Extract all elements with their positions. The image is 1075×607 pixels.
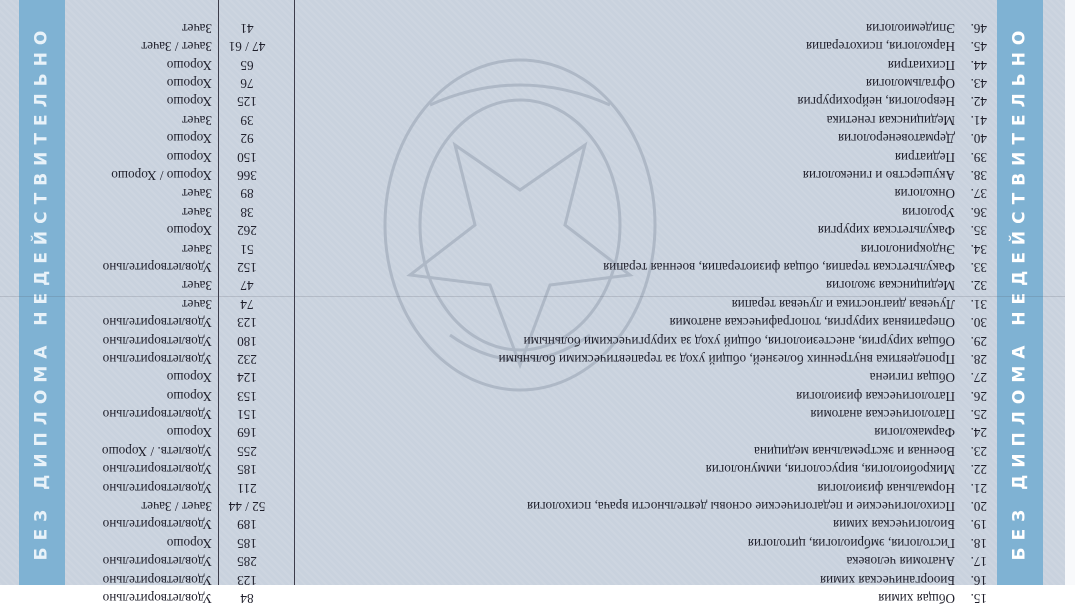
grade-row bbox=[77, 441, 987, 459]
subject-name: Пропедевтика внутренних болезней, общий уход за терапевтическими больными bbox=[355, 350, 955, 368]
grade-value: Хорошо bbox=[77, 92, 212, 110]
subject-name: Патологическая анатомия bbox=[355, 405, 955, 423]
grade-value: Зачет bbox=[77, 294, 212, 312]
grade-row bbox=[77, 110, 987, 128]
grade-row bbox=[77, 423, 987, 441]
hours-value: 152 bbox=[217, 258, 277, 276]
subject-name: Биологическая химия bbox=[355, 515, 955, 533]
grade-value: Зачет bbox=[77, 239, 212, 257]
subject-name: Гистология, эмбриология, цитология bbox=[355, 533, 955, 551]
grade-value: Хорошо bbox=[77, 221, 212, 239]
grade-row bbox=[77, 19, 987, 37]
hours-value: 76 bbox=[217, 74, 277, 92]
grade-row bbox=[77, 258, 987, 276]
hours-value: 47 bbox=[217, 276, 277, 294]
subject-name: Биоорганическая химия bbox=[355, 570, 955, 588]
row-number: 40. bbox=[957, 129, 987, 147]
subject-name: Военная и экстремальная медицина bbox=[355, 441, 955, 459]
subject-name: Микробиология, вирусология, иммунология bbox=[355, 460, 955, 478]
row-number: 32. bbox=[957, 276, 987, 294]
grade-value: Хорошо bbox=[77, 55, 212, 73]
grade-value: Удовлетворительно bbox=[77, 405, 212, 423]
subject-name: Дерматовенерология bbox=[355, 129, 955, 147]
hours-value: 38 bbox=[217, 202, 277, 220]
subject-name: Психологические и педагогические основы деятельности врача, психология bbox=[355, 497, 955, 515]
subject-name: Анатомия человека bbox=[355, 552, 955, 570]
subject-name: Фармакология bbox=[355, 423, 955, 441]
hours-value: 262 bbox=[217, 221, 277, 239]
grade-value: Удовлетворительно bbox=[77, 589, 212, 607]
grade-row bbox=[77, 166, 987, 184]
hours-value: 150 bbox=[217, 147, 277, 165]
grade-value: Удовлетворительно bbox=[77, 460, 212, 478]
subject-name: Оперативная хирургия, топографическая анатомия bbox=[355, 313, 955, 331]
grade-row bbox=[77, 184, 987, 202]
row-number: 27. bbox=[957, 368, 987, 386]
grade-row bbox=[77, 478, 987, 496]
hours-value: 185 bbox=[217, 460, 277, 478]
row-number: 43. bbox=[957, 74, 987, 92]
grade-value: Хорошо bbox=[77, 74, 212, 92]
row-number: 24. bbox=[957, 423, 987, 441]
row-number: 20. bbox=[957, 497, 987, 515]
subject-name: Факультетская хирургия bbox=[355, 221, 955, 239]
grade-value: Удовлетворительно bbox=[77, 258, 212, 276]
grade-row bbox=[77, 37, 987, 55]
hours-value: 39 bbox=[217, 110, 277, 128]
grade-value: Хорошо bbox=[77, 423, 212, 441]
row-number: 35. bbox=[957, 221, 987, 239]
grade-value: Зачет bbox=[77, 202, 212, 220]
grade-row bbox=[77, 239, 987, 257]
grade-row bbox=[77, 386, 987, 404]
row-number: 42. bbox=[957, 92, 987, 110]
row-number: 41. bbox=[957, 110, 987, 128]
subject-name: Урология bbox=[355, 202, 955, 220]
hours-value: 366 bbox=[217, 166, 277, 184]
row-number: 31. bbox=[957, 294, 987, 312]
grade-row bbox=[77, 313, 987, 331]
row-number: 26. bbox=[957, 386, 987, 404]
grade-value: Зачет bbox=[77, 184, 212, 202]
row-number: 22. bbox=[957, 460, 987, 478]
subject-name: Эндокринология bbox=[355, 239, 955, 257]
row-number: 18. bbox=[957, 533, 987, 551]
hours-value: 92 bbox=[217, 129, 277, 147]
hours-value: 180 bbox=[217, 331, 277, 349]
grade-value: Удовлетворительно bbox=[77, 313, 212, 331]
grade-row bbox=[77, 350, 987, 368]
row-number: 19. bbox=[957, 515, 987, 533]
subject-name: Общая химия bbox=[355, 589, 955, 607]
row-number: 36. bbox=[957, 202, 987, 220]
subject-name: Лучевая диагностика и лучевая терапия bbox=[355, 294, 955, 312]
hours-value: 124 bbox=[217, 368, 277, 386]
hours-value: 65 bbox=[217, 55, 277, 73]
grade-row bbox=[77, 92, 987, 110]
row-number: 33. bbox=[957, 258, 987, 276]
grade-row bbox=[77, 533, 987, 551]
grade-row bbox=[77, 147, 987, 165]
grade-value: Зачет / Зачет bbox=[77, 37, 212, 55]
grade-row bbox=[77, 202, 987, 220]
grade-value: Удовлетворительно bbox=[77, 515, 212, 533]
subject-name: Нормальная физиология bbox=[355, 478, 955, 496]
grade-value: Хорошо bbox=[77, 129, 212, 147]
hours-value: 185 bbox=[217, 533, 277, 551]
hours-value: 285 bbox=[217, 552, 277, 570]
subject-name: Эпидемиология bbox=[355, 18, 955, 36]
subject-name: Патологическая физиология bbox=[355, 386, 955, 404]
grade-row bbox=[77, 129, 987, 147]
subject-name: Наркология, психотерапия bbox=[355, 37, 955, 55]
hours-value: 211 bbox=[217, 478, 277, 496]
row-number: 16. bbox=[957, 570, 987, 588]
row-number: 46. bbox=[957, 18, 987, 36]
grade-value: Удовлетв. / Хорошо bbox=[77, 441, 212, 459]
hours-value: 153 bbox=[217, 386, 277, 404]
grade-value: Удовлетворительно bbox=[77, 478, 212, 496]
grade-value: Хорошо bbox=[77, 533, 212, 551]
subject-name: Акушерство и гинекология bbox=[355, 166, 955, 184]
row-number: 45. bbox=[957, 37, 987, 55]
subject-name: Медицинская экология bbox=[355, 276, 955, 294]
grade-row bbox=[77, 74, 987, 92]
row-number: 34. bbox=[957, 239, 987, 257]
hours-value: 123 bbox=[217, 570, 277, 588]
grade-row bbox=[77, 405, 987, 423]
subject-name: Педиатрия bbox=[355, 147, 955, 165]
grade-value: Хорошо / Хорошо bbox=[77, 166, 212, 184]
subject-name: Психиатрия bbox=[355, 55, 955, 73]
grade-row bbox=[77, 589, 987, 607]
subject-name: Факультетская терапия, общая физиотерапия, военная терапия bbox=[355, 258, 955, 276]
hours-value: 84 bbox=[217, 589, 277, 607]
grade-value: Зачет bbox=[77, 18, 212, 36]
subject-name: Общая гигиена bbox=[355, 368, 955, 386]
hours-value: 189 bbox=[217, 515, 277, 533]
grade-value: Хорошо bbox=[77, 368, 212, 386]
grade-row bbox=[77, 460, 987, 478]
band-text-left: БЕЗ ДИПЛОМА НЕДЕЙСТВИТЕЛЬНО bbox=[1005, 0, 1035, 585]
row-number: 37. bbox=[957, 184, 987, 202]
grade-row bbox=[77, 515, 987, 533]
grade-row bbox=[77, 221, 987, 239]
subject-name: Общая хирургия, анестезиология, общий уход за хирургическими больными bbox=[355, 331, 955, 349]
grade-value: Зачет bbox=[77, 276, 212, 294]
grade-row bbox=[77, 552, 987, 570]
row-number: 15. bbox=[957, 589, 987, 607]
subject-name: Медицинская генетика bbox=[355, 110, 955, 128]
hours-value: 151 bbox=[217, 405, 277, 423]
grade-value: Удовлетворительно bbox=[77, 350, 212, 368]
hours-value: 125 bbox=[217, 92, 277, 110]
security-band-left bbox=[997, 0, 1043, 585]
grade-value: Удовлетворительно bbox=[77, 331, 212, 349]
hours-value: 169 bbox=[217, 423, 277, 441]
hours-value: 89 bbox=[217, 184, 277, 202]
paper-fold-line bbox=[0, 296, 1065, 297]
grades-table bbox=[77, 19, 987, 607]
grade-row bbox=[77, 331, 987, 349]
row-number: 28. bbox=[957, 350, 987, 368]
hours-value: 232 bbox=[217, 350, 277, 368]
grade-row bbox=[77, 294, 987, 312]
grade-value: Зачет / Зачет bbox=[77, 497, 212, 515]
row-number: 25. bbox=[957, 405, 987, 423]
grade-value: Удовлетворительно bbox=[77, 570, 212, 588]
row-number: 39. bbox=[957, 147, 987, 165]
hours-value: 41 bbox=[217, 18, 277, 36]
grade-value: Удовлетворительно bbox=[77, 552, 212, 570]
security-band-right bbox=[19, 0, 65, 585]
subject-name: Неврология, нейрохирургия bbox=[355, 92, 955, 110]
grade-value: Хорошо bbox=[77, 147, 212, 165]
row-number: 30. bbox=[957, 313, 987, 331]
row-number: 38. bbox=[957, 166, 987, 184]
row-number: 44. bbox=[957, 55, 987, 73]
hours-value: 123 bbox=[217, 313, 277, 331]
hours-value: 255 bbox=[217, 441, 277, 459]
grade-value: Хорошо bbox=[77, 386, 212, 404]
band-text-right: БЕЗ ДИПЛОМА НЕДЕЙСТВИТЕЛЬНО bbox=[27, 0, 57, 585]
hours-value: 74 bbox=[217, 294, 277, 312]
row-number: 29. bbox=[957, 331, 987, 349]
grade-row bbox=[77, 497, 987, 515]
hours-value: 47 / 61 bbox=[217, 37, 277, 55]
hours-value: 52 / 44 bbox=[217, 497, 277, 515]
row-number: 23. bbox=[957, 441, 987, 459]
grade-row bbox=[77, 55, 987, 73]
subject-name: Онкология bbox=[355, 184, 955, 202]
hours-value: 51 bbox=[217, 239, 277, 257]
subject-name: Офтальмология bbox=[355, 74, 955, 92]
grade-row bbox=[77, 368, 987, 386]
row-number: 17. bbox=[957, 552, 987, 570]
grade-row bbox=[77, 570, 987, 588]
grade-value: Зачет bbox=[77, 110, 212, 128]
grade-row bbox=[77, 276, 987, 294]
row-number: 21. bbox=[957, 478, 987, 496]
